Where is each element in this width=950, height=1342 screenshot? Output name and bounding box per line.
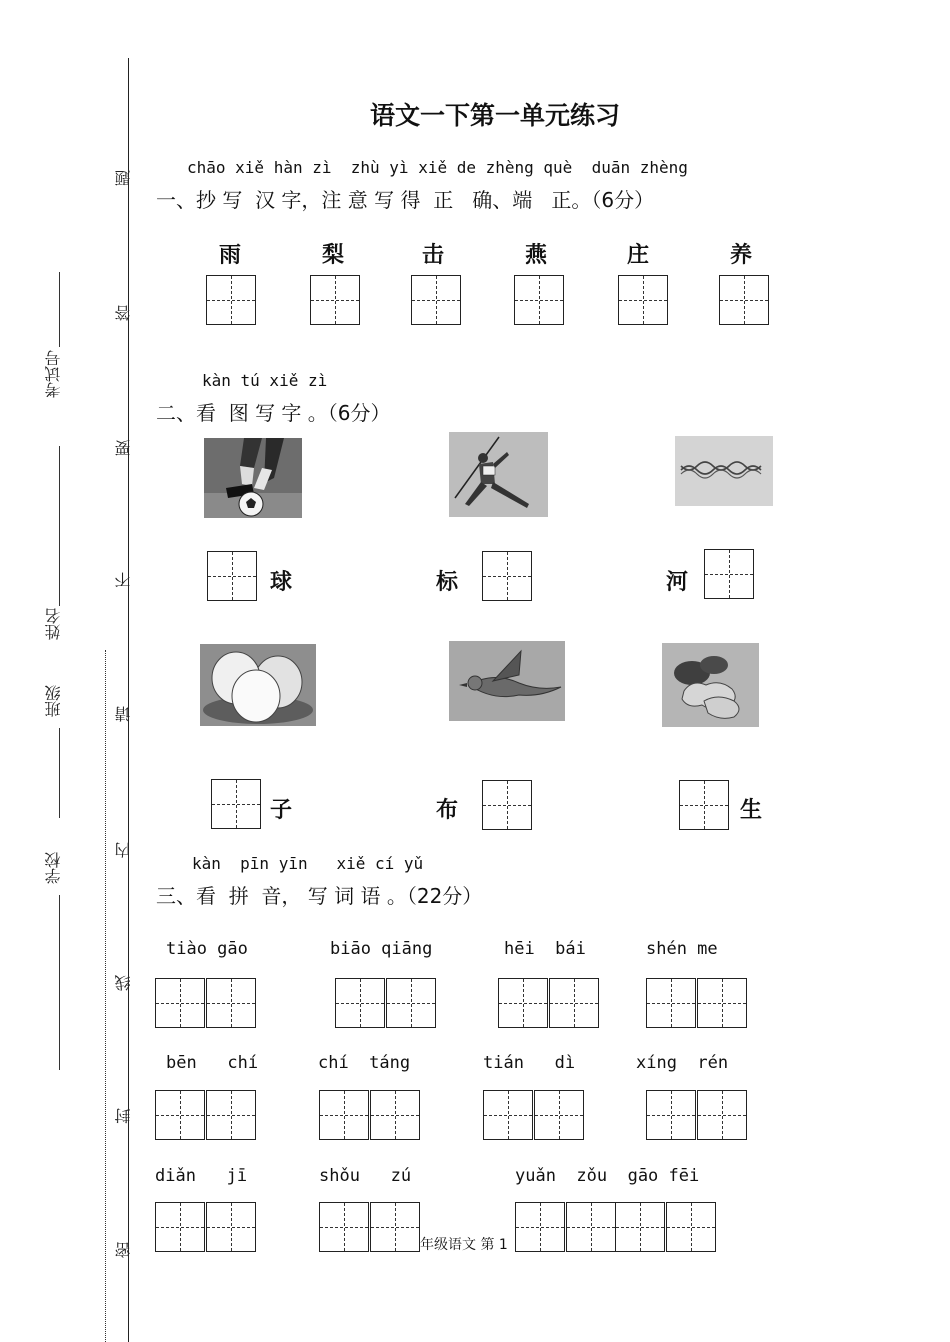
writing-box[interactable] (206, 1090, 256, 1140)
writing-box[interactable] (211, 779, 261, 829)
copy-char: 击 (422, 243, 445, 268)
name-line (59, 446, 60, 606)
writing-box[interactable] (319, 1090, 369, 1140)
javelin-image (449, 432, 548, 517)
word-pinyin: hēi bái (504, 939, 586, 959)
writing-box[interactable] (498, 978, 548, 1028)
word-pinyin: tián dì (483, 1053, 576, 1073)
picture-char: 子 (270, 798, 293, 823)
margin-word: 密 (114, 1242, 133, 1258)
writing-box[interactable] (310, 275, 360, 325)
section1-pinyin: chāo xiě hàn zì zhù yì xiě de zhèng què duān zhèng (187, 158, 688, 177)
margin-word: 线 (114, 975, 133, 991)
school-label: 学校 (44, 852, 63, 884)
picture-char: 标 (436, 570, 459, 595)
writing-box[interactable] (697, 1090, 747, 1140)
writing-box[interactable] (719, 275, 769, 325)
word-pinyin: yuǎn zǒu gāo fēi (515, 1166, 700, 1186)
writing-box[interactable] (319, 1202, 369, 1252)
section3-heading: 三、看 拼 音， 写 词 语 。（22分） (156, 884, 483, 908)
exam-no-label: 考试号 (44, 350, 63, 398)
writing-box[interactable] (615, 1202, 665, 1252)
copy-char: 燕 (525, 243, 548, 268)
copy-char: 养 (730, 243, 753, 268)
writing-box[interactable] (534, 1090, 584, 1140)
word-pinyin: shǒu zú (319, 1166, 412, 1186)
writing-box[interactable] (549, 978, 599, 1028)
writing-box[interactable] (411, 275, 461, 325)
writing-box[interactable] (155, 1090, 205, 1140)
writing-box[interactable] (697, 978, 747, 1028)
writing-box[interactable] (515, 1202, 565, 1252)
section2-heading: 二、看 图 写 字 。（6分） (156, 401, 391, 425)
section2-pinyin: kàn tú xiě zì (202, 371, 328, 390)
picture-char: 河 (666, 570, 689, 595)
picture-char: 生 (740, 798, 763, 823)
river-waves-image (675, 436, 773, 506)
writing-box[interactable] (704, 549, 754, 599)
bird-image (449, 641, 565, 721)
picture-char: 球 (270, 570, 293, 595)
writing-box[interactable] (666, 1202, 716, 1252)
margin-word: 封 (114, 1108, 133, 1124)
writing-box[interactable] (566, 1202, 616, 1252)
writing-box[interactable] (155, 978, 205, 1028)
class-label: 班级 (44, 685, 63, 717)
writing-box[interactable] (646, 978, 696, 1028)
page-title: 语文一下第一单元练习 (369, 101, 620, 130)
exam-no-line (59, 272, 60, 347)
page-footer: 年级语文 第 1 (420, 1237, 508, 1253)
margin-word: 请 (114, 706, 133, 722)
peanuts-image (662, 643, 759, 727)
writing-box[interactable] (206, 978, 256, 1028)
writing-box[interactable] (482, 780, 532, 830)
margin-word: 要 (114, 440, 133, 456)
picture-char: 布 (436, 798, 459, 823)
class-line (59, 728, 60, 818)
margin-word: 题 (114, 170, 133, 186)
margin-word: 答 (114, 305, 133, 321)
copy-char: 雨 (219, 243, 242, 268)
writing-box[interactable] (618, 275, 668, 325)
writing-box[interactable] (207, 551, 257, 601)
section3-pinyin: kàn pīn yīn xiě cí yǔ (192, 854, 424, 873)
writing-box[interactable] (370, 1202, 420, 1252)
dotted-cut-line (105, 650, 106, 1342)
school-line (59, 895, 60, 1070)
writing-box[interactable] (483, 1090, 533, 1140)
soccer-image (204, 438, 302, 518)
word-pinyin: bēn chí (166, 1053, 259, 1073)
writing-box[interactable] (335, 978, 385, 1028)
word-pinyin: tiào gāo (166, 939, 248, 959)
word-pinyin: shén me (646, 939, 718, 959)
word-pinyin: chí táng (318, 1053, 411, 1073)
writing-box[interactable] (370, 1090, 420, 1140)
copy-char: 庄 (627, 243, 650, 268)
margin-word: 内 (114, 842, 133, 858)
writing-box[interactable] (514, 275, 564, 325)
writing-box[interactable] (206, 1202, 256, 1252)
writing-box[interactable] (206, 275, 256, 325)
section1-heading: 一、抄 写 汉 字，注 意 写 得 正 确、端 正。（6分） (156, 188, 655, 212)
writing-box[interactable] (482, 551, 532, 601)
word-pinyin: biāo qiāng (330, 939, 433, 959)
writing-box[interactable] (646, 1090, 696, 1140)
writing-box[interactable] (679, 780, 729, 830)
word-pinyin: diǎn jī (155, 1166, 248, 1186)
word-pinyin: xíng rén (636, 1053, 729, 1073)
binding-line (128, 58, 129, 1342)
copy-char: 梨 (322, 243, 345, 268)
writing-box[interactable] (155, 1202, 205, 1252)
margin-word: 不 (114, 572, 133, 588)
peaches-image (200, 644, 316, 726)
name-label: 姓名 (44, 608, 63, 640)
writing-box[interactable] (386, 978, 436, 1028)
